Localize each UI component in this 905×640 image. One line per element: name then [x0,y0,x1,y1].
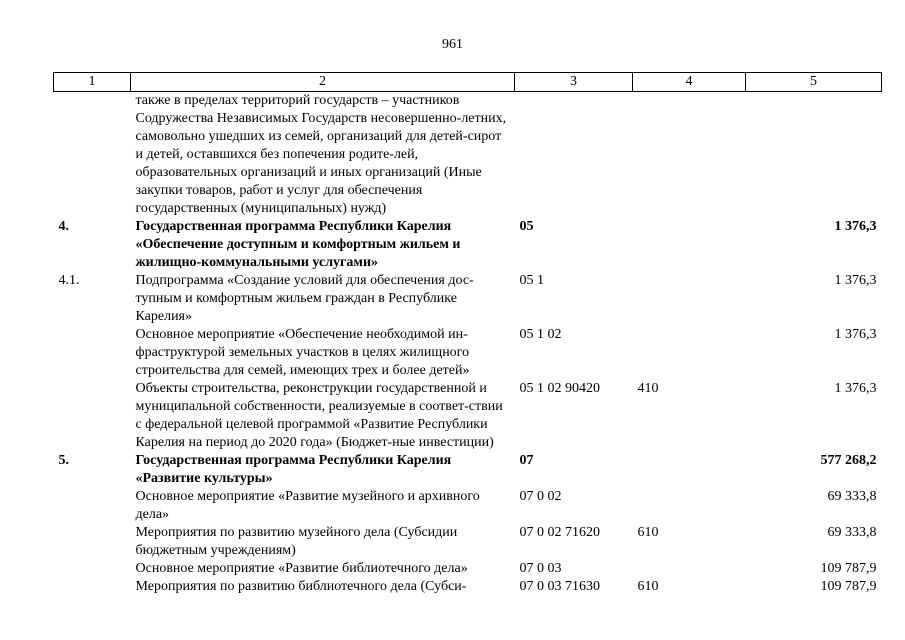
row-expense-type-cell [633,488,746,524]
column-header-3: 3 [515,73,633,92]
row-expense-type-cell [633,452,746,488]
table-row [54,560,882,578]
column-header-5: 5 [746,73,882,92]
row-expense-type-cell: 610 [637,579,659,594]
row-name-cell: Подпрограмма «Создание условий для обеспечения дос-тупным и комфортным жильем граждан в Республике Карелия» [135,273,474,324]
row-code-cell: 05 [519,219,534,234]
row-expense-type-cell [633,272,746,326]
row-name-cell: Государственная программа Республики Карелия «Обеспечение доступным и комфортным жильем и жилищно-коммунальными услугами» [135,219,461,270]
row-code-cell: 07 [519,453,534,468]
row-amount-cell: 577 268,2 [820,453,877,468]
row-amount-cell: 1 376,3 [834,381,877,396]
row-code-cell: 07 0 02 [519,489,562,504]
table-header [54,73,882,92]
row-number-cell [54,560,131,578]
column-header-2: 2 [131,73,515,92]
row-expense-type-cell [633,218,746,272]
row-expense-type-cell [633,560,746,578]
table-body [54,92,882,597]
table-row [54,218,882,272]
table-row [54,272,882,326]
row-number-cell [54,578,131,596]
row-name-cell: Основное мероприятие «Развитие музейного и архивного дела» [135,489,480,522]
row-name-cell: Объекты строительства, реконструкции государственной и муниципальной собственности, реализуемые в соответ-ствии с федеральной целевой программой «Развитие Республики Карелия на период до 2020 года» (Бюджет-ные инвестиции) [135,381,503,450]
table-row [54,578,882,596]
column-header-1: 1 [54,73,131,92]
row-expense-type-cell [633,92,746,219]
table-row [54,452,882,488]
row-code-cell: 05 1 [519,273,544,288]
column-header-4: 4 [633,73,746,92]
row-code-cell [515,92,633,219]
row-code-cell: 07 0 02 71620 [519,525,600,540]
row-amount-cell: 1 376,3 [834,327,877,342]
row-expense-type-cell: 610 [637,525,659,540]
row-amount-cell: 109 787,9 [820,561,877,576]
table-row [54,380,882,452]
row-expense-type-cell: 410 [637,381,659,396]
table-row [54,326,882,380]
row-number-cell [54,326,131,380]
row-code-cell: 07 0 03 71630 [519,579,600,594]
row-amount-cell: 69 333,8 [827,489,877,504]
row-number-cell [54,488,131,524]
row-name-cell: Основное мероприятие «Обеспечение необходимой ин-фраструктурой земельных участков в целях жилищного строительства для семей, имеющих трех и более детей» [135,327,470,378]
table-row [54,524,882,560]
row-amount-cell: 69 333,8 [827,525,877,540]
row-number-cell: 4.1. [58,273,80,288]
row-name-cell: Мероприятия по развитию библиотечного дела (Субси- [135,579,467,594]
row-number-cell [54,92,131,219]
row-number-cell: 5. [58,453,69,468]
table-row [54,488,882,524]
row-code-cell: 07 0 03 [519,561,562,576]
row-amount-cell: 1 376,3 [834,273,877,288]
row-amount-cell: 1 376,3 [834,219,877,234]
table-row [54,92,882,219]
row-amount-cell [746,92,882,219]
page-number: 961 [442,37,463,52]
row-amount-cell: 109 787,9 [820,579,877,594]
row-expense-type-cell [633,326,746,380]
row-name-cell: Государственная программа Республики Карелия «Развитие культуры» [135,453,452,486]
row-name-cell: Мероприятия по развитию музейного дела (Субсидии бюджетным учреждениям) [135,525,458,558]
row-name-cell: также в пределах территорий государств – участников Содружества Независимых Государств несовершенно-летних, самовольно ушедших из семей, организаций для детей-сирот и детей, оставшихся без попечения родите-лей, образовательных организаций и иных организаций (Иные закупки товаров, работ и услуг для обеспечения государственных (муниципальных) нужд) [135,93,507,216]
row-code-cell: 05 1 02 [519,327,562,342]
row-code-cell: 05 1 02 90420 [519,381,600,396]
row-number-cell: 4. [58,219,69,234]
budget-table [53,72,882,596]
row-name-cell: Основное мероприятие «Развитие библиотечного дела» [135,561,468,576]
row-number-cell [54,380,131,452]
row-number-cell [54,524,131,560]
